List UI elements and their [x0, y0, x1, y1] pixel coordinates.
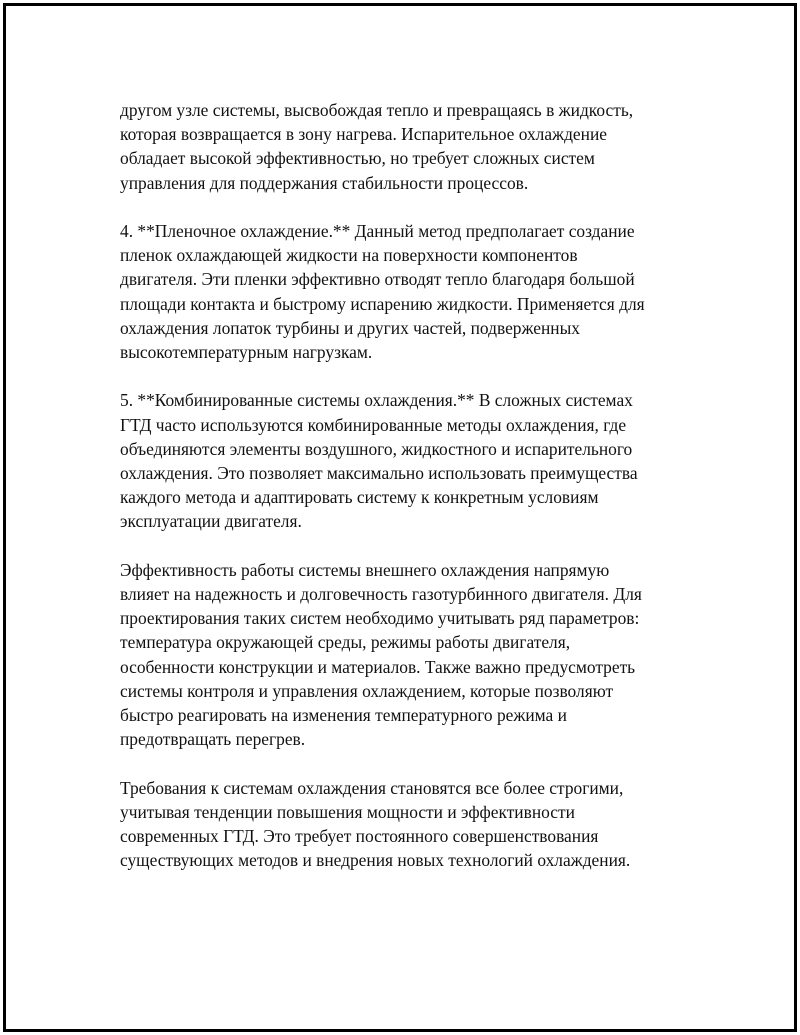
text-line: 5. **Комбинированные системы охлаждения.** В сложных системах	[120, 390, 633, 411]
text-line: особенности конструкции и материалов. Также важно предусмотреть	[120, 656, 636, 677]
document-body	[120, 98, 690, 897]
text-line: температура окружающей среды, режимы работы двигателя,	[120, 632, 571, 653]
text-line: ГТД часто используются комбинированные методы охлаждения, где	[120, 414, 627, 435]
text-line: проектирования таких систем необходимо учитывать ряд параметров:	[120, 608, 640, 629]
text-line: двигателя. Эти пленки эффективно отводят тепло благодаря большой	[120, 269, 635, 290]
text-line: охлаждения. Это позволяет максимально использовать преимущества	[120, 463, 638, 484]
document-page	[3, 3, 797, 1032]
paragraph-evaporative-cooling-end	[120, 98, 690, 195]
text-line: Требования к системам охлаждения становятся все более строгими,	[120, 777, 624, 798]
text-line: которая возвращается в зону нагрева. Испарительное охлаждение	[120, 124, 607, 145]
text-line: другом узле системы, высвобождая тепло и превращаясь в жидкость,	[120, 100, 634, 120]
text-line: высокотемпературным нагрузкам.	[120, 342, 373, 363]
text-line: влияет на надежность и долговечность газотурбинного двигателя. Для	[120, 584, 642, 605]
text-line: предотвращать перегрев.	[120, 729, 306, 750]
text-line: учитывая тенденции повышения мощности и эффективности	[120, 801, 575, 822]
text-line: пленок охлаждающей жидкости на поверхности компонентов	[120, 245, 578, 266]
paragraph-film-cooling	[120, 219, 690, 364]
text-line: Эффективность работы системы внешнего охлаждения напрямую	[120, 559, 610, 580]
text-line: 4. **Пленочное охлаждение.** Данный метод предполагает создание	[120, 221, 635, 241]
text-line: эксплуатации двигателя.	[120, 511, 302, 532]
text-line: площади контакта и быстрому испарению жидкости. Применяется для	[120, 293, 645, 314]
text-line: современных ГТД. Это требует постоянного совершенствования	[120, 826, 599, 847]
text-line: существующих методов и внедрения новых технологий охлаждения.	[120, 850, 631, 871]
text-line: обладает высокой эффективностью, но требует сложных систем	[120, 148, 595, 169]
paragraph-combined-cooling	[120, 388, 690, 533]
text-line: управления для поддержания стабильности процессов.	[120, 172, 529, 193]
paragraph-requirements	[120, 776, 690, 873]
text-line: системы контроля и управления охлаждением, которые позволяют	[120, 680, 614, 701]
text-line: объединяются элементы воздушного, жидкостного и испарительного	[120, 438, 633, 459]
text-line: охлаждения лопаток турбины и других частей, подверженных	[120, 317, 580, 338]
text-line: быстро реагировать на изменения температурного режима и	[120, 705, 567, 726]
paragraph-efficiency	[120, 558, 690, 752]
text-line: каждого метода и адаптировать систему к конкретным условиям	[120, 487, 599, 508]
